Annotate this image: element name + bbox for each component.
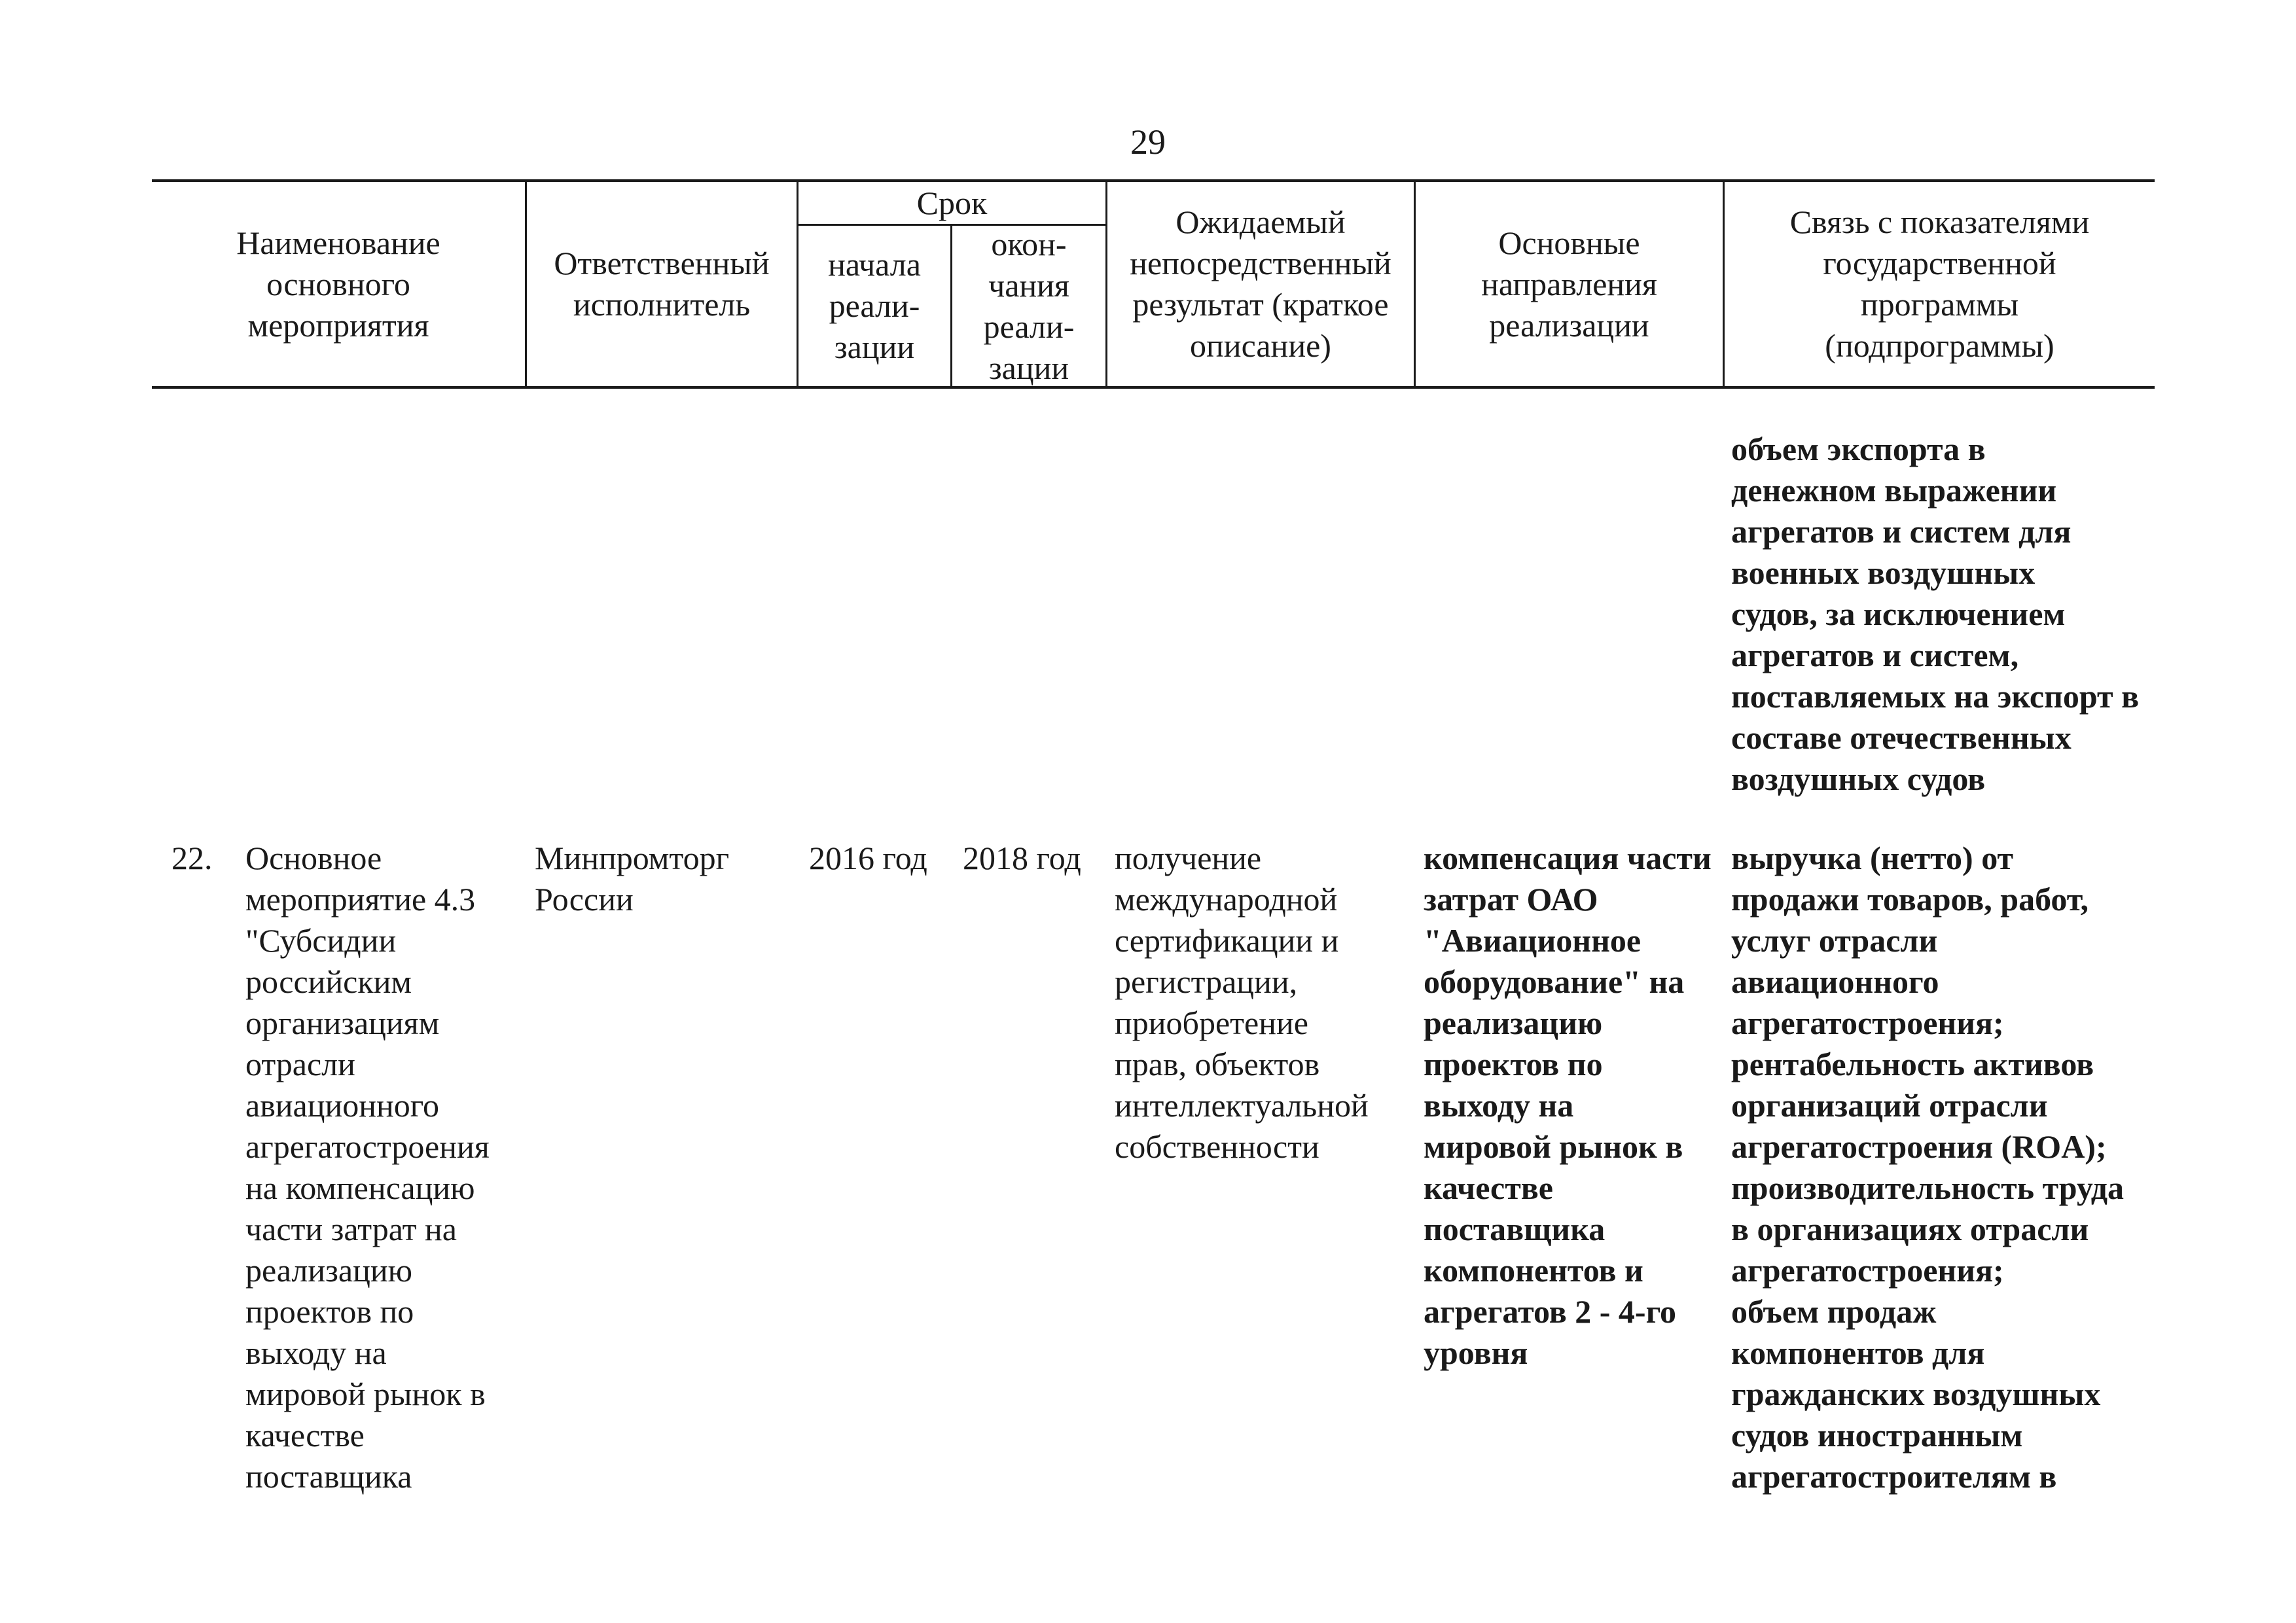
header-directions (1416, 182, 1723, 386)
row-result: получение международной сертификации и регистрации, приобретение прав, объектов интеллектуальной собственности (1115, 840, 1369, 1165)
row-name: Основное мероприятие 4.3 "Субсидии российским организациям отрасли авиационного агрегатостроения на компенсацию части затрат на реализацию проектов по выходу на мировой рынок в качестве поставщика (245, 840, 490, 1495)
header-result (1107, 182, 1414, 386)
row-executor: Минпромторг России (535, 840, 730, 918)
header-end (952, 226, 1105, 386)
row-end: 2018 год (963, 840, 1081, 876)
header-name (153, 182, 524, 386)
header-link-label: Связь с показателями государственной программы (подпрограммы) (1789, 204, 2090, 364)
page-number: 29 (1130, 122, 1166, 162)
header-result-label: Ожидаемый непосредственный результат (краткое описание) (1130, 204, 1391, 364)
row-link: выручка (нетто) от продажи товаров, работ, услуг отрасли авиационного агрегатостроения; рентабельность активов организаций отрасли агрегатостроения (ROA); производительность труда в организациях отрасли агрегатостроения; объем продаж компонентов для гражданских воздушных судов иностранным агрегатостроителям в (1731, 840, 2125, 1495)
header-term (798, 182, 1105, 224)
row-start: 2016 год (809, 840, 927, 876)
header-start-label: начала реали- зации (828, 246, 921, 365)
header-start (798, 226, 950, 386)
header-term-label: Срок (916, 184, 988, 221)
row-directions: компенсация части затрат ОАО "Авиационное оборудование" на реализацию проектов по выходу на мировой рынок в качестве поставщика компонентов и агрегатов 2 - 4-го уровня (1424, 840, 1712, 1371)
header-directions-label: Основные направления реализации (1481, 224, 1657, 344)
row-number: 22. (171, 840, 213, 876)
header-link (1725, 182, 2155, 386)
header-bottom-border (152, 386, 2155, 389)
header-executor (527, 182, 797, 386)
header-executor-label: Ответственный исполнитель (554, 245, 770, 323)
header-end-label: окон- чания реали- зации (983, 225, 1075, 386)
header-name-label: Наименование основного мероприятия (236, 224, 440, 344)
continued-link-text: объем экспорта в денежном выражении агрегатов и систем для военных воздушных судов, за исключением агрегатов и систем, поставляемых на экспорт в составе отечественных воздушных судов (1731, 431, 2140, 797)
